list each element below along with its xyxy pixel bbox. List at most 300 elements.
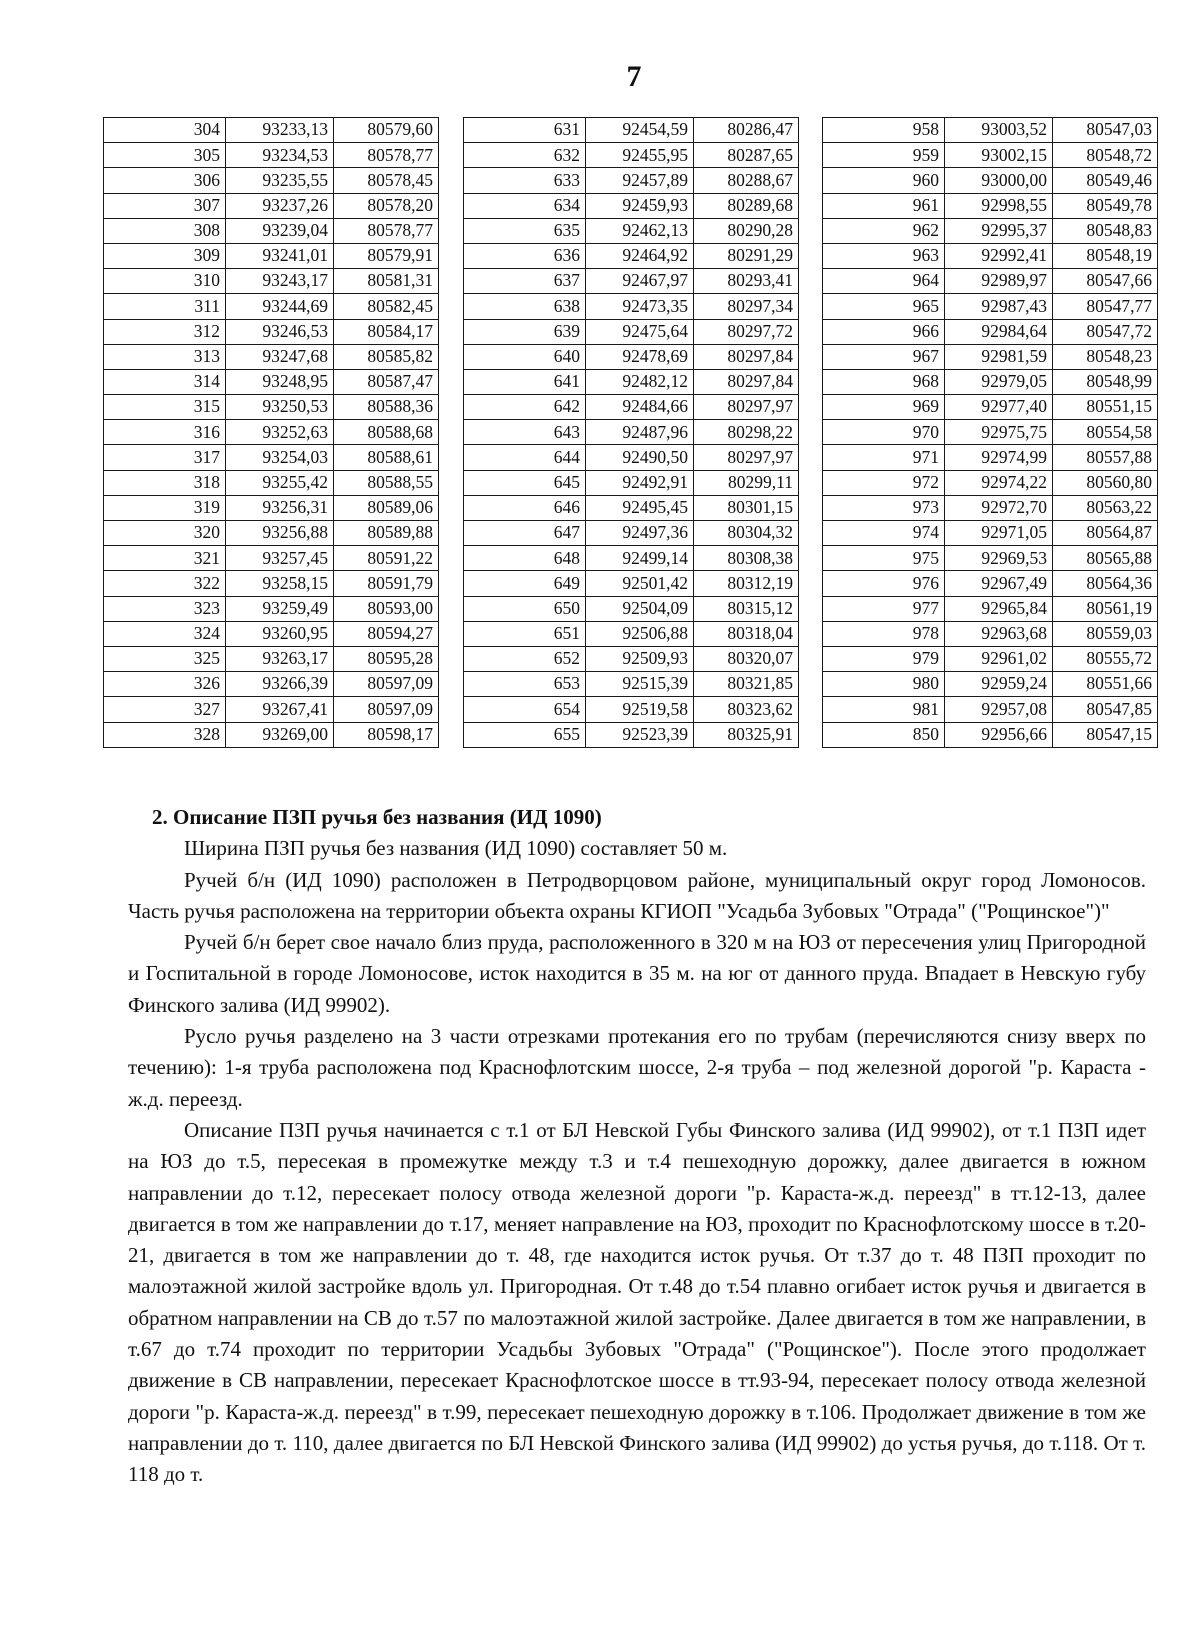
table-row bbox=[823, 646, 1158, 671]
table-row bbox=[823, 269, 1158, 294]
x-coordinate-cell: 93256,88 bbox=[226, 521, 334, 546]
x-coordinate-cell: 92957,08 bbox=[945, 697, 1053, 722]
table-row bbox=[464, 143, 799, 168]
y-coordinate-cell: 80594,27 bbox=[334, 621, 439, 646]
table-row bbox=[823, 495, 1158, 520]
y-coordinate-cell: 80579,60 bbox=[334, 118, 439, 143]
y-coordinate-cell: 80584,17 bbox=[334, 319, 439, 344]
table-row bbox=[464, 395, 799, 420]
point-number-cell: 308 bbox=[104, 218, 226, 243]
point-number-cell: 653 bbox=[464, 672, 586, 697]
point-number-cell: 634 bbox=[464, 193, 586, 218]
x-coordinate-cell: 92454,59 bbox=[586, 118, 694, 143]
x-coordinate-cell: 92490,50 bbox=[586, 445, 694, 470]
table-row bbox=[104, 168, 439, 193]
y-coordinate-cell: 80579,91 bbox=[334, 243, 439, 268]
y-coordinate-cell: 80549,46 bbox=[1053, 168, 1158, 193]
y-coordinate-cell: 80304,32 bbox=[694, 521, 799, 546]
x-coordinate-cell: 93254,03 bbox=[226, 445, 334, 470]
y-coordinate-cell: 80548,99 bbox=[1053, 369, 1158, 394]
point-number-cell: 976 bbox=[823, 571, 945, 596]
table-row bbox=[823, 243, 1158, 268]
table-row bbox=[464, 495, 799, 520]
x-coordinate-cell: 92979,05 bbox=[945, 369, 1053, 394]
x-coordinate-cell: 93237,26 bbox=[226, 193, 334, 218]
x-coordinate-cell: 92464,92 bbox=[586, 243, 694, 268]
paragraph-pipes: Русло ручья разделено на 3 части отрезками протекания его по трубам (перечисляются снизу вверх по течению): 1-я труба расположена под Краснофлотским шоссе, 2-я труба – под железной дорогой "р. Караста - ж.д. переезд. bbox=[128, 1024, 1146, 1111]
x-coordinate-cell: 92497,36 bbox=[586, 521, 694, 546]
point-number-cell: 314 bbox=[104, 369, 226, 394]
table-row bbox=[823, 294, 1158, 319]
y-coordinate-cell: 80325,91 bbox=[694, 722, 799, 747]
table-row bbox=[823, 521, 1158, 546]
y-coordinate-cell: 80548,23 bbox=[1053, 344, 1158, 369]
table-row bbox=[104, 218, 439, 243]
point-number-cell: 322 bbox=[104, 571, 226, 596]
point-number-cell: 649 bbox=[464, 571, 586, 596]
point-number-cell: 304 bbox=[104, 118, 226, 143]
y-coordinate-cell: 80312,19 bbox=[694, 571, 799, 596]
x-coordinate-cell: 92459,93 bbox=[586, 193, 694, 218]
y-coordinate-cell: 80589,88 bbox=[334, 521, 439, 546]
point-number-cell: 959 bbox=[823, 143, 945, 168]
x-coordinate-cell: 93233,13 bbox=[226, 118, 334, 143]
x-coordinate-cell: 92462,13 bbox=[586, 218, 694, 243]
y-coordinate-cell: 80308,38 bbox=[694, 546, 799, 571]
point-number-cell: 317 bbox=[104, 445, 226, 470]
x-coordinate-cell: 93260,95 bbox=[226, 621, 334, 646]
x-coordinate-cell: 92478,69 bbox=[586, 344, 694, 369]
point-number-cell: 651 bbox=[464, 621, 586, 646]
point-number-cell: 327 bbox=[104, 697, 226, 722]
y-coordinate-cell: 80555,72 bbox=[1053, 646, 1158, 671]
point-number-cell: 319 bbox=[104, 495, 226, 520]
x-coordinate-cell: 92492,91 bbox=[586, 470, 694, 495]
table-row bbox=[464, 571, 799, 596]
table-row bbox=[104, 420, 439, 445]
point-number-cell: 318 bbox=[104, 470, 226, 495]
section-text bbox=[128, 802, 1146, 1491]
y-coordinate-cell: 80297,72 bbox=[694, 319, 799, 344]
y-coordinate-cell: 80291,29 bbox=[694, 243, 799, 268]
point-number-cell: 648 bbox=[464, 546, 586, 571]
y-coordinate-cell: 80547,85 bbox=[1053, 697, 1158, 722]
x-coordinate-cell: 93269,00 bbox=[226, 722, 334, 747]
y-coordinate-cell: 80585,82 bbox=[334, 344, 439, 369]
point-number-cell: 636 bbox=[464, 243, 586, 268]
y-coordinate-cell: 80547,72 bbox=[1053, 319, 1158, 344]
y-coordinate-cell: 80297,97 bbox=[694, 445, 799, 470]
point-number-cell: 958 bbox=[823, 118, 945, 143]
y-coordinate-cell: 80320,07 bbox=[694, 646, 799, 671]
x-coordinate-cell: 92519,58 bbox=[586, 697, 694, 722]
x-coordinate-cell: 93244,69 bbox=[226, 294, 334, 319]
y-coordinate-cell: 80315,12 bbox=[694, 596, 799, 621]
x-coordinate-cell: 92455,95 bbox=[586, 143, 694, 168]
point-number-cell: 972 bbox=[823, 470, 945, 495]
y-coordinate-cell: 80588,61 bbox=[334, 445, 439, 470]
y-coordinate-cell: 80298,22 bbox=[694, 420, 799, 445]
point-number-cell: 654 bbox=[464, 697, 586, 722]
y-coordinate-cell: 80551,15 bbox=[1053, 395, 1158, 420]
y-coordinate-cell: 80578,20 bbox=[334, 193, 439, 218]
table-row bbox=[823, 672, 1158, 697]
y-coordinate-cell: 80588,68 bbox=[334, 420, 439, 445]
y-coordinate-cell: 80548,83 bbox=[1053, 218, 1158, 243]
x-coordinate-cell: 93266,39 bbox=[226, 672, 334, 697]
paragraph-location: Ручей б/н (ИД 1090) расположен в Петродворцовом районе, муниципальный округ город Ломоносов. Часть ручья расположена на территории объекта охраны КГИОП "Усадьба Зубовых "Отрада" ("Рощинское")" bbox=[128, 867, 1146, 923]
point-number-cell: 637 bbox=[464, 269, 586, 294]
table-row bbox=[104, 521, 439, 546]
y-coordinate-cell: 80547,15 bbox=[1053, 722, 1158, 747]
point-number-cell: 320 bbox=[104, 521, 226, 546]
y-coordinate-cell: 80597,09 bbox=[334, 672, 439, 697]
point-number-cell: 306 bbox=[104, 168, 226, 193]
y-coordinate-cell: 80593,00 bbox=[334, 596, 439, 621]
y-coordinate-cell: 80560,80 bbox=[1053, 470, 1158, 495]
x-coordinate-cell: 93252,63 bbox=[226, 420, 334, 445]
x-coordinate-cell: 92523,39 bbox=[586, 722, 694, 747]
table-row bbox=[104, 319, 439, 344]
x-coordinate-cell: 92475,64 bbox=[586, 319, 694, 344]
table-row bbox=[823, 546, 1158, 571]
x-coordinate-cell: 93258,15 bbox=[226, 571, 334, 596]
x-coordinate-cell: 92984,64 bbox=[945, 319, 1053, 344]
point-number-cell: 973 bbox=[823, 495, 945, 520]
table-row bbox=[464, 269, 799, 294]
point-number-cell: 980 bbox=[823, 672, 945, 697]
table-row bbox=[104, 269, 439, 294]
y-coordinate-cell: 80578,77 bbox=[334, 143, 439, 168]
table-row bbox=[104, 722, 439, 747]
y-coordinate-cell: 80559,03 bbox=[1053, 621, 1158, 646]
y-coordinate-cell: 80582,45 bbox=[334, 294, 439, 319]
table-row bbox=[823, 571, 1158, 596]
point-number-cell: 309 bbox=[104, 243, 226, 268]
x-coordinate-cell: 93002,15 bbox=[945, 143, 1053, 168]
table-row bbox=[104, 697, 439, 722]
y-coordinate-cell: 80297,97 bbox=[694, 395, 799, 420]
point-number-cell: 978 bbox=[823, 621, 945, 646]
table-row bbox=[464, 294, 799, 319]
y-coordinate-cell: 80323,62 bbox=[694, 697, 799, 722]
table-row bbox=[464, 243, 799, 268]
x-coordinate-cell: 92956,66 bbox=[945, 722, 1053, 747]
table-row bbox=[464, 621, 799, 646]
x-coordinate-cell: 92487,96 bbox=[586, 420, 694, 445]
x-coordinate-cell: 92504,09 bbox=[586, 596, 694, 621]
x-coordinate-cell: 92961,02 bbox=[945, 646, 1053, 671]
point-number-cell: 321 bbox=[104, 546, 226, 571]
y-coordinate-cell: 80554,58 bbox=[1053, 420, 1158, 445]
y-coordinate-cell: 80318,04 bbox=[694, 621, 799, 646]
y-coordinate-cell: 80597,09 bbox=[334, 697, 439, 722]
point-number-cell: 965 bbox=[823, 294, 945, 319]
table-row bbox=[823, 722, 1158, 747]
point-number-cell: 645 bbox=[464, 470, 586, 495]
x-coordinate-cell: 92501,42 bbox=[586, 571, 694, 596]
x-coordinate-cell: 93241,01 bbox=[226, 243, 334, 268]
y-coordinate-cell: 80547,66 bbox=[1053, 269, 1158, 294]
table-row bbox=[104, 672, 439, 697]
x-coordinate-cell: 93239,04 bbox=[226, 218, 334, 243]
x-coordinate-cell: 93243,17 bbox=[226, 269, 334, 294]
point-number-cell: 969 bbox=[823, 395, 945, 420]
table-row bbox=[104, 445, 439, 470]
x-coordinate-cell: 93235,55 bbox=[226, 168, 334, 193]
table-row bbox=[464, 470, 799, 495]
point-number-cell: 640 bbox=[464, 344, 586, 369]
y-coordinate-cell: 80290,28 bbox=[694, 218, 799, 243]
x-coordinate-cell: 92482,12 bbox=[586, 369, 694, 394]
point-number-cell: 977 bbox=[823, 596, 945, 621]
x-coordinate-cell: 93248,95 bbox=[226, 369, 334, 394]
y-coordinate-cell: 80321,85 bbox=[694, 672, 799, 697]
coordinates-table-3 bbox=[822, 117, 1158, 748]
point-number-cell: 960 bbox=[823, 168, 945, 193]
point-number-cell: 975 bbox=[823, 546, 945, 571]
point-number-cell: 313 bbox=[104, 344, 226, 369]
paragraph-width: Ширина ПЗП ручья без названия (ИД 1090) составляет 50 м. bbox=[184, 836, 728, 861]
y-coordinate-cell: 80578,45 bbox=[334, 168, 439, 193]
x-coordinate-cell: 92506,88 bbox=[586, 621, 694, 646]
table-row bbox=[464, 118, 799, 143]
point-number-cell: 631 bbox=[464, 118, 586, 143]
y-coordinate-cell: 80288,67 bbox=[694, 168, 799, 193]
point-number-cell: 315 bbox=[104, 395, 226, 420]
table-row bbox=[464, 344, 799, 369]
table-row bbox=[823, 369, 1158, 394]
point-number-cell: 971 bbox=[823, 445, 945, 470]
table-row bbox=[823, 319, 1158, 344]
x-coordinate-cell: 93003,52 bbox=[945, 118, 1053, 143]
table-row bbox=[823, 420, 1158, 445]
table-row bbox=[104, 395, 439, 420]
y-coordinate-cell: 80551,66 bbox=[1053, 672, 1158, 697]
y-coordinate-cell: 80297,34 bbox=[694, 294, 799, 319]
table-row bbox=[823, 395, 1158, 420]
paragraph-source: Ручей б/н берет свое начало близ пруда, расположенного в 320 м на ЮЗ от пересечения улиц Пригородной и Госпитальной в городе Ломоносове, исток находится в 35 м. на юг от данного пруда. Впадает в Невскую губу Финского залива (ИД 99902). bbox=[128, 930, 1146, 1017]
x-coordinate-cell: 93263,17 bbox=[226, 646, 334, 671]
table-row bbox=[464, 168, 799, 193]
point-number-cell: 979 bbox=[823, 646, 945, 671]
table-row bbox=[823, 596, 1158, 621]
point-number-cell: 643 bbox=[464, 420, 586, 445]
x-coordinate-cell: 92969,53 bbox=[945, 546, 1053, 571]
y-coordinate-cell: 80297,84 bbox=[694, 369, 799, 394]
y-coordinate-cell: 80557,88 bbox=[1053, 445, 1158, 470]
section-heading: 2. Описание ПЗП ручья без названия (ИД 1090) bbox=[152, 805, 602, 829]
x-coordinate-cell: 93256,31 bbox=[226, 495, 334, 520]
x-coordinate-cell: 92981,59 bbox=[945, 344, 1053, 369]
point-number-cell: 326 bbox=[104, 672, 226, 697]
x-coordinate-cell: 93247,68 bbox=[226, 344, 334, 369]
point-number-cell: 632 bbox=[464, 143, 586, 168]
y-coordinate-cell: 80564,36 bbox=[1053, 571, 1158, 596]
point-number-cell: 312 bbox=[104, 319, 226, 344]
y-coordinate-cell: 80286,47 bbox=[694, 118, 799, 143]
table-row bbox=[823, 143, 1158, 168]
x-coordinate-cell: 92974,22 bbox=[945, 470, 1053, 495]
table-row bbox=[104, 369, 439, 394]
table-row bbox=[104, 571, 439, 596]
x-coordinate-cell: 93000,00 bbox=[945, 168, 1053, 193]
x-coordinate-cell: 92998,55 bbox=[945, 193, 1053, 218]
x-coordinate-cell: 92977,40 bbox=[945, 395, 1053, 420]
x-coordinate-cell: 93267,41 bbox=[226, 697, 334, 722]
table-row bbox=[464, 521, 799, 546]
x-coordinate-cell: 92473,35 bbox=[586, 294, 694, 319]
table-row bbox=[823, 193, 1158, 218]
x-coordinate-cell: 92467,97 bbox=[586, 269, 694, 294]
table-row bbox=[464, 672, 799, 697]
y-coordinate-cell: 80299,11 bbox=[694, 470, 799, 495]
point-number-cell: 642 bbox=[464, 395, 586, 420]
point-number-cell: 967 bbox=[823, 344, 945, 369]
y-coordinate-cell: 80595,28 bbox=[334, 646, 439, 671]
table-row bbox=[104, 193, 439, 218]
table-row bbox=[104, 143, 439, 168]
y-coordinate-cell: 80287,65 bbox=[694, 143, 799, 168]
x-coordinate-cell: 92963,68 bbox=[945, 621, 1053, 646]
page-number: 7 bbox=[626, 60, 642, 93]
x-coordinate-cell: 93234,53 bbox=[226, 143, 334, 168]
y-coordinate-cell: 80588,36 bbox=[334, 395, 439, 420]
table-row bbox=[464, 369, 799, 394]
y-coordinate-cell: 80581,31 bbox=[334, 269, 439, 294]
y-coordinate-cell: 80547,03 bbox=[1053, 118, 1158, 143]
y-coordinate-cell: 80548,19 bbox=[1053, 243, 1158, 268]
point-number-cell: 316 bbox=[104, 420, 226, 445]
y-coordinate-cell: 80565,88 bbox=[1053, 546, 1158, 571]
x-coordinate-cell: 92495,45 bbox=[586, 495, 694, 520]
x-coordinate-cell: 92965,84 bbox=[945, 596, 1053, 621]
x-coordinate-cell: 93257,45 bbox=[226, 546, 334, 571]
y-coordinate-cell: 80548,72 bbox=[1053, 143, 1158, 168]
x-coordinate-cell: 92971,05 bbox=[945, 521, 1053, 546]
y-coordinate-cell: 80561,19 bbox=[1053, 596, 1158, 621]
point-number-cell: 650 bbox=[464, 596, 586, 621]
point-number-cell: 646 bbox=[464, 495, 586, 520]
table-row bbox=[464, 697, 799, 722]
x-coordinate-cell: 92959,24 bbox=[945, 672, 1053, 697]
point-number-cell: 305 bbox=[104, 143, 226, 168]
point-number-cell: 641 bbox=[464, 369, 586, 394]
y-coordinate-cell: 80591,22 bbox=[334, 546, 439, 571]
paragraph-boundary-description: Описание ПЗП ручья начинается с т.1 от БЛ Невской Губы Финского залива (ИД 99902), от т.1 ПЗП идет на ЮЗ до т.5, пересекая в промежутке между т.3 и т.4 пешеходную дорожку, далее двигается в южном направлении до т.12, пересекает полосу отвода железной дороги "р. Караста-ж.д. переезд" в тт.12-13, далее двигается в том же направлении до т.17, меняет направление на ЮЗ, проходит по Краснофлотскому шоссе в т.20-21, двигается в том же направлении до т. 48, где находится исток ручья. От т.37 до т. 48 ПЗП проходит по малоэтажной жилой застройке вдоль ул. Пригородная. От т.48 до т.54 плавно огибает исток ручья и двигается в обратном направлении на СВ до т.57 по малоэтажной жилой застройке. Далее двигается в том же направлении, в т.67 до т.74 проходит по территории Усадьбы Зубовых "Отрада" ("Рощинское"). После этого продолжает движение в СВ направлении, пересекает Краснофлотское шоссе в тт.93-94, пересекает полосу отвода железной дороги "р. Караста-ж.д. переезд" в т.99, пересекает пешеходную дорожку в т.106. Продолжает движение в том же направлении до т. 110, далее двигается по БЛ Невской Финского залива (ИД 99902) до устья ручья, до т.118. От т. 118 до т. bbox=[128, 1117, 1146, 1487]
point-number-cell: 647 bbox=[464, 521, 586, 546]
point-number-cell: 323 bbox=[104, 596, 226, 621]
table-row bbox=[823, 168, 1158, 193]
point-number-cell: 966 bbox=[823, 319, 945, 344]
x-coordinate-cell: 92975,75 bbox=[945, 420, 1053, 445]
point-number-cell: 324 bbox=[104, 621, 226, 646]
x-coordinate-cell: 92509,93 bbox=[586, 646, 694, 671]
table-row bbox=[823, 470, 1158, 495]
table-row bbox=[823, 344, 1158, 369]
x-coordinate-cell: 92967,49 bbox=[945, 571, 1053, 596]
point-number-cell: 328 bbox=[104, 722, 226, 747]
point-number-cell: 970 bbox=[823, 420, 945, 445]
y-coordinate-cell: 80598,17 bbox=[334, 722, 439, 747]
x-coordinate-cell: 92515,39 bbox=[586, 672, 694, 697]
point-number-cell: 850 bbox=[823, 722, 945, 747]
coordinates-table-2 bbox=[463, 117, 799, 748]
x-coordinate-cell: 92457,89 bbox=[586, 168, 694, 193]
y-coordinate-cell: 80591,79 bbox=[334, 571, 439, 596]
point-number-cell: 638 bbox=[464, 294, 586, 319]
y-coordinate-cell: 80293,41 bbox=[694, 269, 799, 294]
table-row bbox=[464, 596, 799, 621]
point-number-cell: 961 bbox=[823, 193, 945, 218]
x-coordinate-cell: 92499,14 bbox=[586, 546, 694, 571]
x-coordinate-cell: 93250,53 bbox=[226, 395, 334, 420]
y-coordinate-cell: 80563,22 bbox=[1053, 495, 1158, 520]
table-row bbox=[104, 344, 439, 369]
x-coordinate-cell: 92484,66 bbox=[586, 395, 694, 420]
point-number-cell: 307 bbox=[104, 193, 226, 218]
point-number-cell: 964 bbox=[823, 269, 945, 294]
table-row bbox=[823, 697, 1158, 722]
table-row bbox=[464, 722, 799, 747]
point-number-cell: 962 bbox=[823, 218, 945, 243]
y-coordinate-cell: 80549,78 bbox=[1053, 193, 1158, 218]
y-coordinate-cell: 80301,15 bbox=[694, 495, 799, 520]
table-row bbox=[104, 470, 439, 495]
table-row bbox=[823, 445, 1158, 470]
point-number-cell: 652 bbox=[464, 646, 586, 671]
point-number-cell: 635 bbox=[464, 218, 586, 243]
point-number-cell: 310 bbox=[104, 269, 226, 294]
point-number-cell: 325 bbox=[104, 646, 226, 671]
table-row bbox=[464, 218, 799, 243]
table-row bbox=[104, 596, 439, 621]
table-row bbox=[104, 118, 439, 143]
table-row bbox=[104, 646, 439, 671]
y-coordinate-cell: 80564,87 bbox=[1053, 521, 1158, 546]
x-coordinate-cell: 92987,43 bbox=[945, 294, 1053, 319]
table-row bbox=[823, 118, 1158, 143]
point-number-cell: 974 bbox=[823, 521, 945, 546]
table-row bbox=[464, 646, 799, 671]
point-number-cell: 644 bbox=[464, 445, 586, 470]
table-row bbox=[823, 621, 1158, 646]
table-row bbox=[464, 193, 799, 218]
table-row bbox=[104, 294, 439, 319]
point-number-cell: 633 bbox=[464, 168, 586, 193]
y-coordinate-cell: 80297,84 bbox=[694, 344, 799, 369]
point-number-cell: 311 bbox=[104, 294, 226, 319]
table-row bbox=[464, 546, 799, 571]
table-row bbox=[104, 621, 439, 646]
x-coordinate-cell: 93255,42 bbox=[226, 470, 334, 495]
x-coordinate-cell: 92992,41 bbox=[945, 243, 1053, 268]
y-coordinate-cell: 80547,77 bbox=[1053, 294, 1158, 319]
point-number-cell: 639 bbox=[464, 319, 586, 344]
point-number-cell: 968 bbox=[823, 369, 945, 394]
point-number-cell: 655 bbox=[464, 722, 586, 747]
x-coordinate-cell: 93259,49 bbox=[226, 596, 334, 621]
x-coordinate-cell: 92972,70 bbox=[945, 495, 1053, 520]
y-coordinate-cell: 80589,06 bbox=[334, 495, 439, 520]
x-coordinate-cell: 92995,37 bbox=[945, 218, 1053, 243]
y-coordinate-cell: 80588,55 bbox=[334, 470, 439, 495]
table-row bbox=[104, 243, 439, 268]
point-number-cell: 963 bbox=[823, 243, 945, 268]
y-coordinate-cell: 80578,77 bbox=[334, 218, 439, 243]
y-coordinate-cell: 80587,47 bbox=[334, 369, 439, 394]
table-row bbox=[104, 495, 439, 520]
